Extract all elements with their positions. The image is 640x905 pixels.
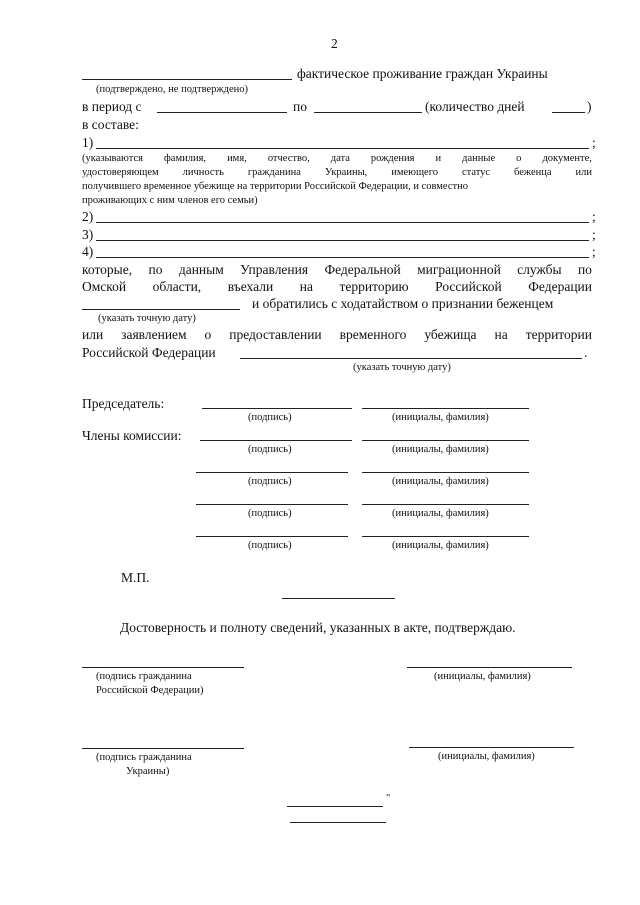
body-line-1: [82, 262, 592, 278]
days-count-field[interactable]: [552, 112, 585, 113]
word: миграционной: [417, 262, 501, 277]
member-1-signature-field[interactable]: [200, 440, 352, 441]
word: личность: [182, 167, 224, 178]
word: о: [204, 327, 212, 342]
member-2-initials-field[interactable]: [362, 472, 529, 473]
date-field-2[interactable]: [290, 822, 386, 823]
member-3-initials-field[interactable]: [362, 504, 529, 505]
entry-field-4[interactable]: [96, 257, 589, 258]
asylum-date-hint: (указать точную дату): [353, 362, 451, 373]
stamp-label: М.П.: [121, 570, 150, 585]
composition-label: в составе:: [82, 117, 139, 132]
entry-date-field[interactable]: [82, 309, 240, 310]
word: территорию: [339, 279, 409, 294]
entry-number-2: 2): [82, 209, 94, 224]
residence-text: фактическое проживание граждан Украины: [297, 66, 548, 81]
entry-end-2: ;: [592, 209, 596, 224]
signature-caption: (подпись): [248, 508, 292, 519]
word: беженца: [514, 167, 552, 178]
initials-caption: (инициалы, фамилия): [438, 751, 535, 762]
appeal-text: и обратились с ходатайством о признании беженцем: [252, 296, 554, 311]
member-2-signature-field[interactable]: [196, 472, 348, 473]
statement-line: [82, 327, 592, 343]
period-end: .: [584, 345, 588, 360]
stamp-date-field[interactable]: [282, 598, 395, 599]
date-field-1[interactable]: [287, 806, 383, 807]
word: предоставлении: [229, 327, 322, 342]
entry-end-1: ;: [592, 135, 596, 150]
explanation-line-1: [82, 152, 592, 165]
word: и: [435, 153, 442, 164]
word: данным: [178, 262, 224, 277]
member-4-initials-field[interactable]: [362, 536, 529, 537]
word: въехали: [227, 279, 274, 294]
ua-citizen-caption-1: (подпись гражданина: [96, 752, 192, 763]
period-to-label: по: [293, 99, 307, 114]
word: по: [577, 262, 592, 277]
word: убежища: [424, 327, 477, 342]
word: имя,: [227, 153, 247, 164]
word: гражданина: [247, 167, 301, 178]
word: статус: [461, 167, 491, 178]
word: (указываются: [82, 153, 143, 164]
initials-caption: (инициалы, фамилия): [392, 476, 489, 487]
days-close: ): [587, 99, 592, 114]
entry-number-1: 1): [82, 135, 94, 150]
chairman-signature-field[interactable]: [202, 408, 352, 409]
member-4-signature-field[interactable]: [196, 536, 348, 537]
signature-caption: (подпись): [248, 540, 292, 551]
rf-citizen-signature-field[interactable]: [82, 667, 244, 668]
asylum-date-field[interactable]: [240, 358, 582, 359]
initials-caption: (инициалы, фамилия): [392, 444, 489, 455]
page-number: 2: [331, 36, 338, 51]
rf-citizen-initials-field[interactable]: [407, 667, 572, 668]
period-start-field[interactable]: [157, 112, 287, 113]
certify-text: Достоверность и полноту сведений, указанных в акте, подтверждаю.: [120, 620, 516, 635]
word: области,: [152, 279, 202, 294]
entry-number-4: 4): [82, 244, 94, 259]
word: имеющего: [391, 167, 439, 178]
entry-field-1[interactable]: [96, 148, 589, 149]
members-label: Члены комиссии:: [82, 428, 182, 443]
word: Украины,: [324, 167, 368, 178]
word: на: [494, 327, 508, 342]
status-caption: (подтверждено, не подтверждено): [96, 84, 249, 95]
word: фамилия,: [163, 153, 207, 164]
word: Управления: [240, 262, 309, 277]
word: отчество,: [267, 153, 310, 164]
body-line-2: [82, 279, 592, 295]
period-prefix: в период с: [82, 99, 142, 114]
word: Омской: [82, 279, 127, 294]
word: Федерации: [528, 279, 592, 294]
word: которые,: [82, 262, 133, 277]
rf-citizen-caption-1: (подпись гражданина: [96, 671, 192, 682]
explanation-line-3: получившего временное убежище на территории Российской Федерации, и совместно: [82, 181, 468, 192]
signature-caption: (подпись): [248, 412, 292, 423]
word: или: [82, 327, 104, 342]
days-label: (количество дней: [425, 99, 525, 114]
rf-citizen-caption-2: Российской Федерации): [96, 685, 204, 696]
entry-end-4: ;: [592, 244, 596, 259]
initials-caption: (инициалы, фамилия): [434, 671, 531, 682]
word: Федеральной: [324, 262, 401, 277]
signature-caption: (подпись): [248, 444, 292, 455]
initials-caption: (инициалы, фамилия): [392, 540, 489, 551]
word: по: [148, 262, 163, 277]
chairman-initials-field[interactable]: [362, 408, 529, 409]
rf-label: Российской Федерации: [82, 345, 216, 360]
entry-field-3[interactable]: [96, 240, 589, 241]
word: удостоверяющем: [82, 167, 159, 178]
member-1-initials-field[interactable]: [362, 440, 529, 441]
word: Российской: [435, 279, 502, 294]
chairman-label: Председатель:: [82, 396, 165, 411]
ua-citizen-signature-field[interactable]: [82, 748, 244, 749]
word: данные: [462, 153, 496, 164]
entry-date-hint: (указать точную дату): [98, 313, 196, 324]
period-end-field[interactable]: [314, 112, 422, 113]
word: или: [575, 167, 592, 178]
word: территории: [525, 327, 592, 342]
status-field-line[interactable]: [82, 79, 292, 80]
entry-field-2[interactable]: [96, 222, 589, 223]
explanation-line-4: проживающих с ним членов его семьи): [82, 195, 258, 206]
word: документе,: [542, 153, 592, 164]
word: о: [516, 153, 522, 164]
word: службы: [517, 262, 562, 277]
member-3-signature-field[interactable]: [196, 504, 348, 505]
word: временного: [339, 327, 407, 342]
quote-mark: ": [386, 793, 391, 804]
explanation-line-2: [82, 166, 592, 179]
initials-caption: (инициалы, фамилия): [392, 412, 489, 423]
ua-citizen-initials-field[interactable]: [409, 747, 574, 748]
word: дата: [330, 153, 350, 164]
entry-end-3: ;: [592, 227, 596, 242]
ua-citizen-caption-2: Украины): [126, 766, 170, 777]
word: рождения: [370, 153, 415, 164]
initials-caption: (инициалы, фамилия): [392, 508, 489, 519]
word: на: [299, 279, 313, 294]
entry-number-3: 3): [82, 227, 94, 242]
signature-caption: (подпись): [248, 476, 292, 487]
word: заявлением: [121, 327, 187, 342]
